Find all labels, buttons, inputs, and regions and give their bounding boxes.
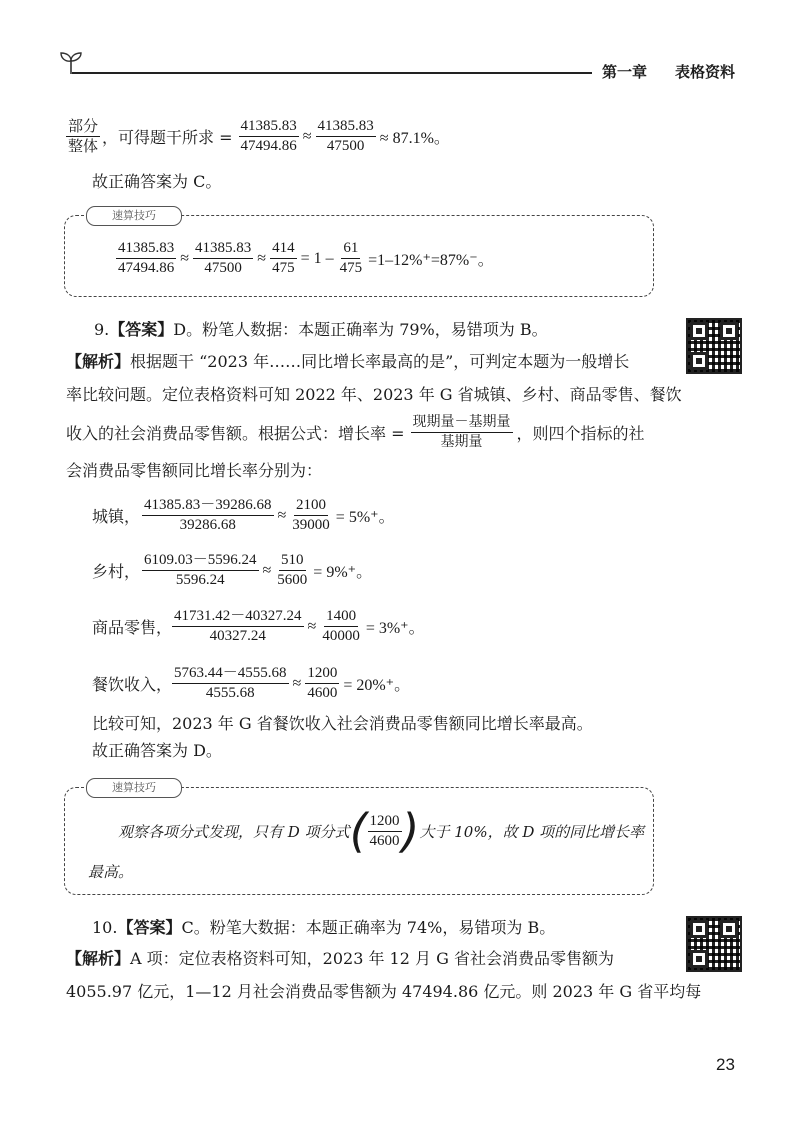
part-over-whole: $\frac{\text{部分}}{\text{整体}}$ (68, 117, 99, 155)
q9-analysis-line-2: 率比较问题。定位表格资料可知 2022 年、2023 年 G 省城镇、乡村、商品零售、餐饮 (66, 385, 682, 404)
growth-row: 城镇， $\frac{41385.83-39286.68}{39286.68}$ ≈ $\frac{2100}{39000}$ = 5%⁺。 (92, 497, 395, 533)
qr-code-icon[interactable] (686, 318, 742, 374)
box2-line-2: 最高。 (88, 863, 134, 881)
box1-formula: $\frac{41385.83}{47494.86}$ ≈ $\frac{41385.83}{47500}$ ≈ $\frac{414}{475}$ = 1 – $\frac{61}{475}$ =1–12%⁺=87%⁻。 (118, 240, 494, 276)
q9-compare: 比较可知，2023 年 G 省餐饮收入社会消费品零售额同比增长率最高。 (92, 714, 593, 733)
top-fraction-2: $\frac{41385.83}{47500}$ (317, 118, 374, 154)
q9-answer: 故正确答案为 D。 (92, 741, 222, 760)
top-formula: $\frac{\text{部分}}{\text{整体}}$ ，可得题干所求 = $\frac{41385.83}{47494.86}$ ≈ $\frac{41385.83}{47500}$ ≈ 87.1%。 (68, 117, 450, 155)
growth-row: 乡村， $\frac{6109.03-5596.24}{5596.24}$ ≈ $\frac{510}{5600}$ = 9%⁺。 (92, 552, 373, 588)
q10-analysis-line-2: 4055.97 亿元，1—12 月社会消费品零售额为 47494.86 亿元。则 2023 年 G 省平均每 (66, 982, 702, 1001)
section-label: 表格资料 (675, 63, 736, 81)
speed-tip-tag-1: 速算技巧 (86, 206, 182, 226)
page-number: 23 (716, 1055, 735, 1074)
growth-row: 餐饮收入， $\frac{5763.44-4555.68}{4555.68}$ ≈ $\frac{1200}{4600}$ = 20%⁺。 (92, 665, 411, 701)
chapter-label: 第一章 (602, 63, 648, 81)
top-lead-text: ，可得题干所求 = (102, 128, 233, 147)
top-result: ≈ 87.1%。 (379, 130, 450, 147)
header-rule-dashes (540, 72, 592, 74)
top-answer: 故正确答案为 C。 (92, 172, 222, 191)
top-fraction-1: $\frac{41385.83}{47494.86}$ (240, 118, 297, 154)
q9-analysis-line-1: 【解析】根据题干 “2023 年……同比增长率最高的是”，可判定本题为一般增长 (66, 352, 630, 371)
q9-analysis-line-4: 会消费品零售额同比增长率分别为： (66, 461, 323, 480)
box2-line-1: 观察各项分式发现，只有 D 项分式 ( $\frac{1200}{4600}$ ) 大于 10%，故 D 项的同比增长率 (118, 804, 645, 858)
growth-rate-formula: $\frac{\text{现期量－基期量}}{\text{基期量}}$ (412, 414, 511, 450)
q10-answer-line: 10.【答案】C。粉笔大数据：本题正确率为 74%，易错项为 B。 (92, 918, 556, 937)
q9-analysis-line-3: 收入的社会消费品零售额。根据公式：增长率 = $\frac{\text{现期量－基期量}}{\text{基期量}}$ ，则四个指标的社 (66, 414, 645, 450)
header-rule (72, 72, 592, 74)
q9-answer-line: 9.【答案】D。粉笔人数据：本题正确率为 79%，易错项为 B。 (94, 320, 548, 339)
qr-code-icon[interactable] (686, 916, 742, 972)
growth-row: 商品零售， $\frac{41731.42-40327.24}{40327.24}$ ≈ $\frac{1400}{40000}$ = 3%⁺。 (92, 608, 425, 644)
q10-analysis-line-1: 【解析】A 项：定位表格资料可知，2023 年 12 月 G 省社会消费品零售额为 (66, 949, 614, 968)
speed-tip-tag-2: 速算技巧 (86, 778, 182, 798)
